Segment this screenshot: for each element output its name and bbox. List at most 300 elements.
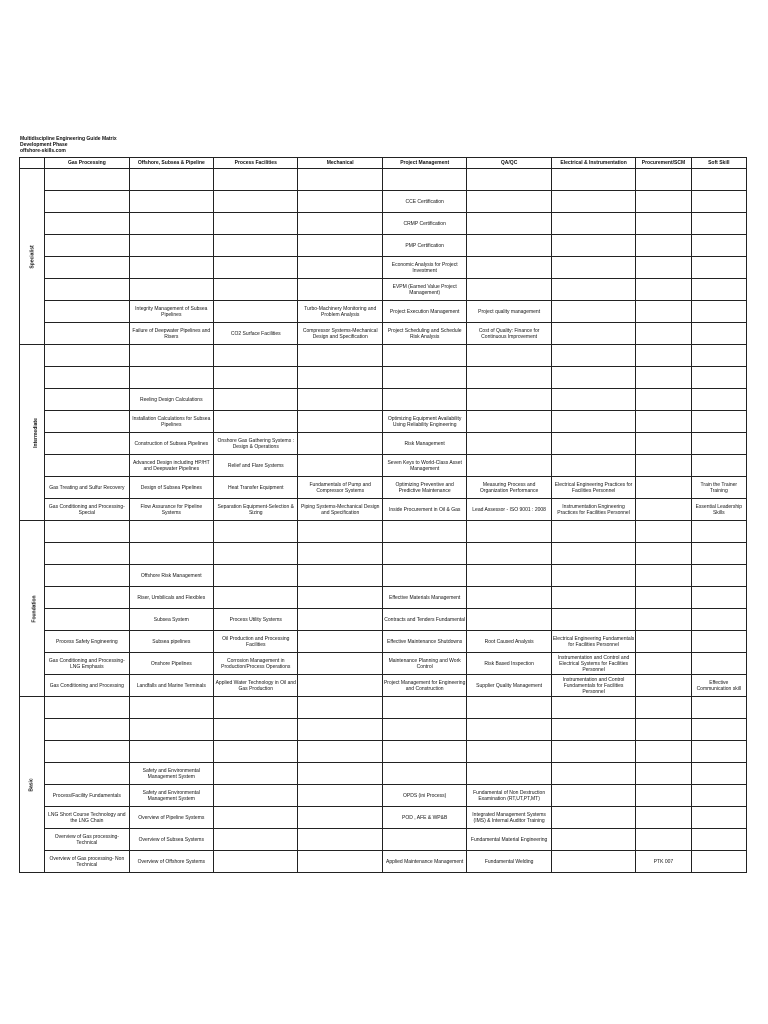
course-cell: Effective Materials Management — [382, 587, 466, 609]
course-cell: Maintenance Planning and Work Control — [382, 653, 466, 675]
course-cell: Optimizing Equipment Availability Using Reliability Engineering — [382, 411, 466, 433]
course-cell — [636, 499, 691, 521]
course-cell — [214, 213, 298, 235]
course-cell — [636, 675, 691, 697]
course-cell — [298, 367, 382, 389]
table-row — [20, 631, 747, 653]
course-cell — [214, 719, 298, 741]
course-cell — [382, 697, 466, 719]
course-cell: Gas Conditioning and Processing — [45, 675, 129, 697]
course-cell — [45, 257, 129, 279]
course-cell: Design of Subsea Pipelines — [129, 477, 213, 499]
course-cell — [636, 257, 691, 279]
course-cell — [298, 763, 382, 785]
course-cell — [298, 169, 382, 191]
course-cell — [214, 191, 298, 213]
course-cell — [129, 697, 213, 719]
course-cell: CRMP Certification — [382, 213, 466, 235]
course-cell — [551, 785, 635, 807]
course-cell — [467, 345, 551, 367]
course-cell — [45, 191, 129, 213]
course-cell — [551, 257, 635, 279]
course-cell — [298, 653, 382, 675]
course-cell — [129, 345, 213, 367]
course-cell — [691, 631, 746, 653]
course-cell — [467, 235, 551, 257]
course-cell: Safety and Environmental Management System — [129, 785, 213, 807]
course-cell: Instrumentation and Control and Electrical Systems for Facilities Personnel — [551, 653, 635, 675]
table-row — [20, 169, 747, 191]
course-cell — [551, 191, 635, 213]
course-cell — [382, 345, 466, 367]
course-cell: Electrical Engineering Practices for Facilities Personnel — [551, 477, 635, 499]
course-cell — [467, 169, 551, 191]
course-cell — [636, 807, 691, 829]
course-cell — [214, 301, 298, 323]
course-cell — [636, 411, 691, 433]
course-cell: Advanced Design including HP/HT and Deepwater Pipelines — [129, 455, 213, 477]
level-cell — [20, 521, 45, 697]
course-cell — [45, 323, 129, 345]
course-cell: Root Caused Analysis — [467, 631, 551, 653]
course-cell — [691, 191, 746, 213]
header-row — [20, 158, 747, 169]
course-cell — [129, 279, 213, 301]
level-label: Specialist — [29, 244, 36, 269]
course-cell — [467, 565, 551, 587]
course-cell — [691, 543, 746, 565]
course-cell — [691, 389, 746, 411]
course-cell — [467, 433, 551, 455]
course-cell — [691, 521, 746, 543]
course-cell: Lead Assessor - ISO 9001 : 2008 — [467, 499, 551, 521]
course-cell — [45, 521, 129, 543]
column-header: Mechanical — [298, 158, 382, 169]
course-cell — [298, 697, 382, 719]
course-cell — [551, 411, 635, 433]
table-row — [20, 609, 747, 631]
course-cell — [129, 367, 213, 389]
course-cell: Applied Water Technology in Oil and Gas Production — [214, 675, 298, 697]
course-cell — [551, 609, 635, 631]
course-cell — [551, 565, 635, 587]
course-cell — [382, 367, 466, 389]
course-cell: Economic Analysis for Project Investment — [382, 257, 466, 279]
course-cell — [45, 235, 129, 257]
level-label: Intermediate — [32, 417, 39, 448]
course-cell — [214, 169, 298, 191]
course-cell — [45, 433, 129, 455]
course-cell — [298, 785, 382, 807]
level-cell — [20, 169, 45, 345]
course-cell: Optimizing Preventive and Predictive Maintenance — [382, 477, 466, 499]
table-row — [20, 389, 747, 411]
course-cell: PMP Certification — [382, 235, 466, 257]
course-cell — [382, 389, 466, 411]
course-cell — [691, 763, 746, 785]
course-cell — [636, 279, 691, 301]
course-cell — [298, 829, 382, 851]
course-cell: Project Execution Management — [382, 301, 466, 323]
course-cell — [45, 279, 129, 301]
course-cell: Fundamentals of Pump and Compressor Systems — [298, 477, 382, 499]
course-cell — [551, 807, 635, 829]
course-cell — [691, 411, 746, 433]
course-cell: LNG Short Course Technology and the LNG Chain — [45, 807, 129, 829]
course-cell — [551, 301, 635, 323]
course-cell: Process Utility Systems — [214, 609, 298, 631]
course-cell: Integrity Management of Subsea Pipelines — [129, 301, 213, 323]
course-cell — [691, 785, 746, 807]
course-cell — [45, 301, 129, 323]
course-cell — [298, 235, 382, 257]
level-header-cell — [20, 158, 45, 169]
course-cell: CO2 Surface Facilities — [214, 323, 298, 345]
course-cell: Onshore Gas Gathering Systems : Design & Operations — [214, 433, 298, 455]
course-cell: Contracts and Tenders Fundamental — [382, 609, 466, 631]
course-cell — [45, 543, 129, 565]
course-cell: Installation Calculations for Subsea Pipelines — [129, 411, 213, 433]
course-cell — [298, 587, 382, 609]
course-cell — [551, 829, 635, 851]
course-cell: Train the Trainer Training — [691, 477, 746, 499]
course-cell — [298, 345, 382, 367]
course-cell — [214, 521, 298, 543]
course-cell — [691, 807, 746, 829]
course-cell — [551, 587, 635, 609]
course-cell — [636, 521, 691, 543]
course-cell — [636, 763, 691, 785]
course-cell: Fundamental of Non Destruction Examination (RT,UT,PT,MT) — [467, 785, 551, 807]
course-cell: EVPM (Earned Value Project Management) — [382, 279, 466, 301]
course-cell — [214, 587, 298, 609]
course-cell — [467, 697, 551, 719]
course-cell — [636, 323, 691, 345]
course-cell: Overview of Gas processing-Technical — [45, 829, 129, 851]
course-cell — [467, 521, 551, 543]
course-cell — [551, 213, 635, 235]
document-title: Multidiscipline Engineering Guide Matrix — [20, 136, 117, 142]
course-cell — [636, 235, 691, 257]
table-row — [20, 345, 747, 367]
table-row — [20, 279, 747, 301]
table-row — [20, 411, 747, 433]
matrix-body — [20, 169, 747, 873]
course-cell: Effective Communication skill — [691, 675, 746, 697]
course-cell — [214, 411, 298, 433]
column-header: QA/QC — [467, 158, 551, 169]
course-cell — [636, 213, 691, 235]
course-cell — [467, 213, 551, 235]
course-cell — [467, 191, 551, 213]
course-cell: Overview of Subsea Systems — [129, 829, 213, 851]
level-label: Foundation — [31, 594, 38, 623]
course-cell: Measuring Process and Organization Performance — [467, 477, 551, 499]
course-cell: Project Management for Engineering and Construction — [382, 675, 466, 697]
course-cell: Essential Leadership Skills — [691, 499, 746, 521]
course-cell — [45, 345, 129, 367]
course-cell — [214, 763, 298, 785]
course-cell: Landfalls and Marine Terminals — [129, 675, 213, 697]
course-cell — [636, 191, 691, 213]
table-row — [20, 367, 747, 389]
course-cell — [214, 785, 298, 807]
course-cell — [298, 411, 382, 433]
course-cell — [129, 741, 213, 763]
course-cell — [636, 301, 691, 323]
table-row — [20, 763, 747, 785]
table-row — [20, 741, 747, 763]
course-cell — [298, 719, 382, 741]
course-cell — [551, 169, 635, 191]
course-cell — [551, 279, 635, 301]
course-cell — [45, 719, 129, 741]
course-cell — [551, 345, 635, 367]
skills-matrix-table — [19, 157, 747, 873]
course-cell — [45, 565, 129, 587]
course-cell — [691, 213, 746, 235]
course-cell — [214, 697, 298, 719]
course-cell: Inside Procurement in Oil & Gas — [382, 499, 466, 521]
course-cell — [691, 653, 746, 675]
course-cell — [551, 851, 635, 873]
course-cell: Subsea System — [129, 609, 213, 631]
course-cell — [691, 565, 746, 587]
course-cell — [298, 279, 382, 301]
course-cell — [45, 213, 129, 235]
course-cell — [551, 323, 635, 345]
course-cell — [691, 279, 746, 301]
course-cell: Onshore Pipelines — [129, 653, 213, 675]
course-cell: Construction of Subsea Pipelines — [129, 433, 213, 455]
course-cell: Project Scheduling and Schedule Risk Analysis — [382, 323, 466, 345]
course-cell: OPDS (ini Process) — [382, 785, 466, 807]
course-cell: Gas Treating and Sulfur Recovery — [45, 477, 129, 499]
course-cell — [691, 323, 746, 345]
course-cell — [298, 257, 382, 279]
course-cell: Risk Management — [382, 433, 466, 455]
course-cell — [214, 829, 298, 851]
course-cell — [467, 257, 551, 279]
course-cell: Process Safety Engineering — [45, 631, 129, 653]
course-cell: Turbo-Machinery Monitoring and Problem Analysis — [298, 301, 382, 323]
table-row — [20, 477, 747, 499]
course-cell — [636, 697, 691, 719]
course-cell — [467, 411, 551, 433]
course-cell — [551, 763, 635, 785]
course-cell — [298, 433, 382, 455]
course-cell — [551, 235, 635, 257]
course-cell: Fundamental Welding — [467, 851, 551, 873]
course-cell — [214, 257, 298, 279]
course-cell — [129, 719, 213, 741]
course-cell — [691, 741, 746, 763]
course-cell — [382, 719, 466, 741]
level-cell — [20, 345, 45, 521]
course-cell: Riser, Umbilicals and Flexibles — [129, 587, 213, 609]
course-cell — [214, 389, 298, 411]
course-cell: Offshore Risk Management — [129, 565, 213, 587]
course-cell — [45, 763, 129, 785]
course-cell: Seven Keys to World-Class Asset Management — [382, 455, 466, 477]
table-row — [20, 235, 747, 257]
course-cell — [636, 169, 691, 191]
course-cell: Instrumentation and Control Fundamentals for Facilities Personnel — [551, 675, 635, 697]
document-header — [20, 136, 117, 154]
table-row — [20, 257, 747, 279]
course-cell: Overview of Gas processing- Non Technical — [45, 851, 129, 873]
course-cell — [551, 367, 635, 389]
course-cell — [129, 521, 213, 543]
course-cell — [691, 169, 746, 191]
course-cell — [467, 455, 551, 477]
course-cell — [214, 565, 298, 587]
table-row — [20, 807, 747, 829]
course-cell: Integrated Management Systems (IMS) & Internal Auditor Training — [467, 807, 551, 829]
course-cell — [551, 455, 635, 477]
course-cell — [636, 587, 691, 609]
table-row — [20, 851, 747, 873]
course-cell — [467, 763, 551, 785]
course-cell: Project quality management — [467, 301, 551, 323]
course-cell: Safety and Environmental Management System — [129, 763, 213, 785]
course-cell: Cost of Quality: Finance for Continuous Improvement — [467, 323, 551, 345]
course-cell — [214, 741, 298, 763]
table-row — [20, 323, 747, 345]
course-cell — [214, 851, 298, 873]
course-cell — [298, 741, 382, 763]
course-cell — [691, 587, 746, 609]
course-cell — [636, 829, 691, 851]
course-cell — [129, 191, 213, 213]
table-row — [20, 587, 747, 609]
table-row — [20, 785, 747, 807]
course-cell — [214, 543, 298, 565]
course-cell — [636, 631, 691, 653]
table-row — [20, 499, 747, 521]
course-cell — [636, 543, 691, 565]
course-cell — [467, 719, 551, 741]
table-row — [20, 543, 747, 565]
table-row — [20, 653, 747, 675]
course-cell — [691, 829, 746, 851]
course-cell — [691, 697, 746, 719]
course-cell: Gas Conditioning and Processing-Special — [45, 499, 129, 521]
course-cell — [636, 433, 691, 455]
course-cell — [636, 653, 691, 675]
column-header: Procurement/SCM — [636, 158, 691, 169]
table-row — [20, 455, 747, 477]
course-cell — [129, 235, 213, 257]
course-cell — [467, 389, 551, 411]
course-cell — [467, 741, 551, 763]
table-row — [20, 829, 747, 851]
table-row — [20, 433, 747, 455]
course-cell: Process/Facility Fundamentals — [45, 785, 129, 807]
course-cell — [45, 411, 129, 433]
course-cell: Supplier Quality Management — [467, 675, 551, 697]
course-cell — [636, 367, 691, 389]
course-cell — [691, 609, 746, 631]
table-row — [20, 301, 747, 323]
course-cell — [298, 609, 382, 631]
course-cell — [382, 565, 466, 587]
course-cell — [467, 587, 551, 609]
course-cell — [467, 543, 551, 565]
course-cell — [45, 587, 129, 609]
course-cell: Compressor Systems-Mechanical Design and Specification — [298, 323, 382, 345]
course-cell — [636, 609, 691, 631]
course-cell — [551, 543, 635, 565]
document-phase: Development Phase — [20, 142, 68, 148]
course-cell: Relief and Flare Systems — [214, 455, 298, 477]
course-cell — [129, 213, 213, 235]
course-cell: Corrosion Management in Production/Process Operations — [214, 653, 298, 675]
course-cell — [691, 433, 746, 455]
course-cell — [129, 543, 213, 565]
course-cell — [45, 741, 129, 763]
course-cell — [382, 829, 466, 851]
course-cell — [467, 609, 551, 631]
course-cell: Separation Equipment-Selection & Sizing — [214, 499, 298, 521]
course-cell: Effective Maintenance Shutdowns — [382, 631, 466, 653]
course-cell — [636, 785, 691, 807]
course-cell — [382, 521, 466, 543]
table-row — [20, 697, 747, 719]
course-cell — [298, 851, 382, 873]
course-cell — [636, 477, 691, 499]
column-header: Offshore, Subsea & Pipeline — [129, 158, 213, 169]
course-cell — [467, 279, 551, 301]
course-cell: PTK 007 — [636, 851, 691, 873]
course-cell — [45, 609, 129, 631]
course-cell — [382, 763, 466, 785]
course-cell: Gas Conditioning and Processing-LNG Emphasis — [45, 653, 129, 675]
document-site: offshore-skills.com — [20, 148, 66, 154]
course-cell — [298, 565, 382, 587]
course-cell — [214, 279, 298, 301]
course-cell — [298, 807, 382, 829]
course-cell: POD , AFE & WP&B — [382, 807, 466, 829]
course-cell — [298, 631, 382, 653]
course-cell: Overview of Offshore Systems — [129, 851, 213, 873]
course-cell — [45, 389, 129, 411]
table-row — [20, 213, 747, 235]
course-cell — [214, 367, 298, 389]
column-header: Gas Processing — [45, 158, 129, 169]
course-cell: Oil Production and Processing Facilities — [214, 631, 298, 653]
course-cell — [551, 719, 635, 741]
course-cell — [298, 675, 382, 697]
course-cell — [691, 719, 746, 741]
course-cell — [45, 169, 129, 191]
table-row — [20, 565, 747, 587]
course-cell — [129, 257, 213, 279]
course-cell — [691, 345, 746, 367]
table-row — [20, 191, 747, 213]
table-row — [20, 521, 747, 543]
course-cell — [691, 257, 746, 279]
course-cell: Heat Transfer Equipment — [214, 477, 298, 499]
course-cell: Piping Systems-Mechanical Design and Specification — [298, 499, 382, 521]
course-cell — [551, 521, 635, 543]
course-cell: Instrumentation Engineering Practices for Facilities Personnel — [551, 499, 635, 521]
course-cell: Reeling Design Calculations — [129, 389, 213, 411]
course-cell — [45, 697, 129, 719]
course-cell — [636, 565, 691, 587]
course-cell: Electrical Engineering Fundamentals for Facilities Personnel — [551, 631, 635, 653]
course-cell — [298, 213, 382, 235]
